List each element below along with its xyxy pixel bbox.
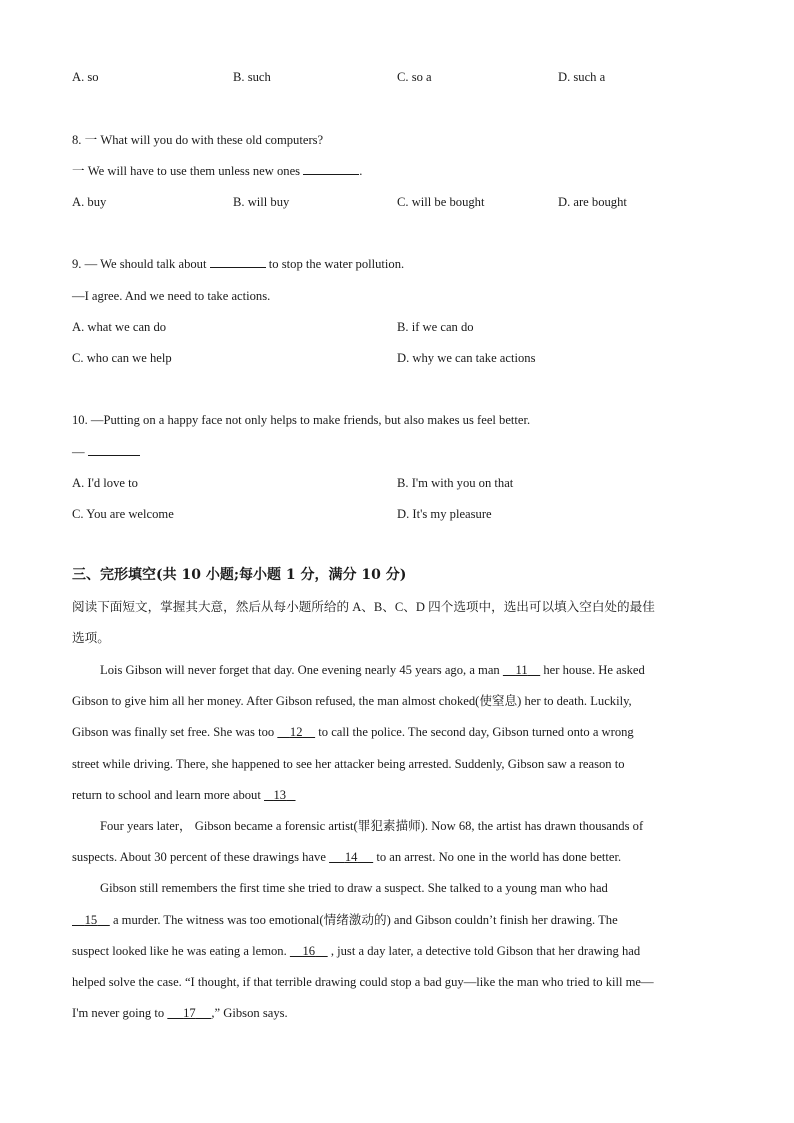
q10-prompt: 10. —Putting on a happy face not only helps to make friends, but also makes us feel better. — [72, 413, 531, 427]
blank-number: 16 — [302, 944, 316, 958]
passage-text: I'm never going to — [72, 1006, 165, 1020]
passage-line — [72, 912, 618, 928]
q9-option-b: B. if we can do — [397, 320, 474, 334]
passage-line — [72, 1005, 288, 1021]
q10-response — [72, 444, 140, 460]
q9-prompt-end: to stop the water pollution. — [268, 257, 405, 271]
passage-line — [100, 662, 645, 678]
q10-option-b: B. I'm with you on that — [397, 476, 514, 490]
passage-line: Four years later， Gibson became a forensic artist(罪犯素描师). Now 68, the artist has drawn thousands of — [100, 819, 644, 833]
blank-number: 15 — [84, 913, 98, 927]
q9-option-c: C. who can we help — [72, 351, 172, 365]
passage-line: street while driving. There, she happened to see her attacker being arrested. Suddenly, Gibson saw a reason to — [72, 757, 625, 771]
passage-text: Gibson was finally set free. She was too — [72, 725, 275, 739]
q8-response-end: . — [359, 164, 363, 178]
q7-option-a: A. so — [72, 70, 99, 84]
q8-response — [72, 163, 362, 179]
passage-text: to call the police. The second day, Gibson turned onto a wrong — [318, 725, 634, 739]
blank-17 — [167, 1005, 211, 1021]
passage-text: suspect looked like he was eating a lemon. — [72, 944, 287, 958]
q7-option-c: C. so a — [397, 70, 432, 84]
passage-text: to an arrest. No one in the world has done better. — [376, 850, 622, 864]
passage-text: return to school and learn more about — [72, 788, 261, 802]
q8-response-text: 一 We will have to use them unless new ones — [72, 164, 301, 178]
section-instruction-cont: 选项。 — [72, 631, 110, 645]
section-instruction: 阅读下面短文，掌握其大意，然后从每小题所给的 A、B、C、D 四个选项中，选出可以填入空白处的最佳 — [72, 600, 655, 614]
q9-response: —I agree. And we need to take actions. — [72, 289, 271, 303]
q10-option-d: D. It's my pleasure — [397, 507, 492, 521]
passage-text: ,” Gibson says. — [211, 1006, 288, 1020]
q10-option-a: A. I'd love to — [72, 476, 138, 490]
q10-response-dash: — — [72, 445, 85, 459]
blank-number: 13 — [273, 788, 287, 802]
q7-option-b: B. such — [233, 70, 271, 84]
blank-15 — [72, 912, 110, 928]
passage-line — [72, 724, 634, 740]
q7-option-d: D. such a — [558, 70, 606, 84]
q9-option-d: D. why we can take actions — [397, 351, 536, 365]
q8-option-d: D. are bought — [558, 195, 627, 209]
q10-option-c: C. You are welcome — [72, 507, 174, 521]
passage-text: her house. He asked — [543, 663, 645, 677]
blank-14 — [329, 849, 373, 865]
passage-text: a murder. The witness was too emotional(情绪激动的) and Gibson couldn’t finish her drawing. The — [112, 913, 618, 927]
blank-16 — [290, 943, 328, 959]
passage-line — [72, 787, 296, 803]
passage-line: Gibson still remembers the first time she tried to draw a suspect. She talked to a young man who had — [100, 881, 608, 895]
answer-blank — [303, 163, 359, 175]
q9-prompt — [72, 256, 404, 272]
q8-option-b: B. will buy — [233, 195, 290, 209]
passage-line — [72, 849, 621, 865]
passage-text: suspects. About 30 percent of these drawings have — [72, 850, 326, 864]
passage-text: , just a day later, a detective told Gibson that her drawing had — [330, 944, 641, 958]
blank-number: 14 — [344, 850, 358, 864]
blank-13 — [264, 787, 296, 803]
q8-option-c: C. will be bought — [397, 195, 485, 209]
passage-line: helped solve the case. “I thought, if that terrible drawing could stop a bad guy—like the man who tried to kill me— — [72, 975, 654, 989]
blank-12 — [277, 724, 315, 740]
passage-line: Gibson to give him all her money. After Gibson refused, the man almost choked(使窒息) her to death. Luckily, — [72, 694, 632, 708]
answer-blank — [210, 256, 266, 268]
passage-text: Lois Gibson will never forget that day. One evening nearly 45 years ago, a man — [100, 663, 500, 677]
q9-prompt-text: 9. — We should talk about — [72, 257, 207, 271]
blank-number: 17 — [183, 1006, 196, 1020]
q9-option-a: A. what we can do — [72, 320, 167, 334]
section-heading: 三、完形填空(共 10 小题;每小题 1 分，满分 10 分) — [72, 567, 407, 583]
blank-number: 12 — [289, 725, 303, 739]
blank-number: 11 — [515, 663, 528, 677]
q8-prompt: 8. 一 What will you do with these old computers? — [72, 133, 324, 147]
blank-11 — [503, 662, 540, 678]
q8-option-a: A. buy — [72, 195, 107, 209]
passage-line — [72, 943, 640, 959]
answer-blank — [88, 444, 140, 456]
